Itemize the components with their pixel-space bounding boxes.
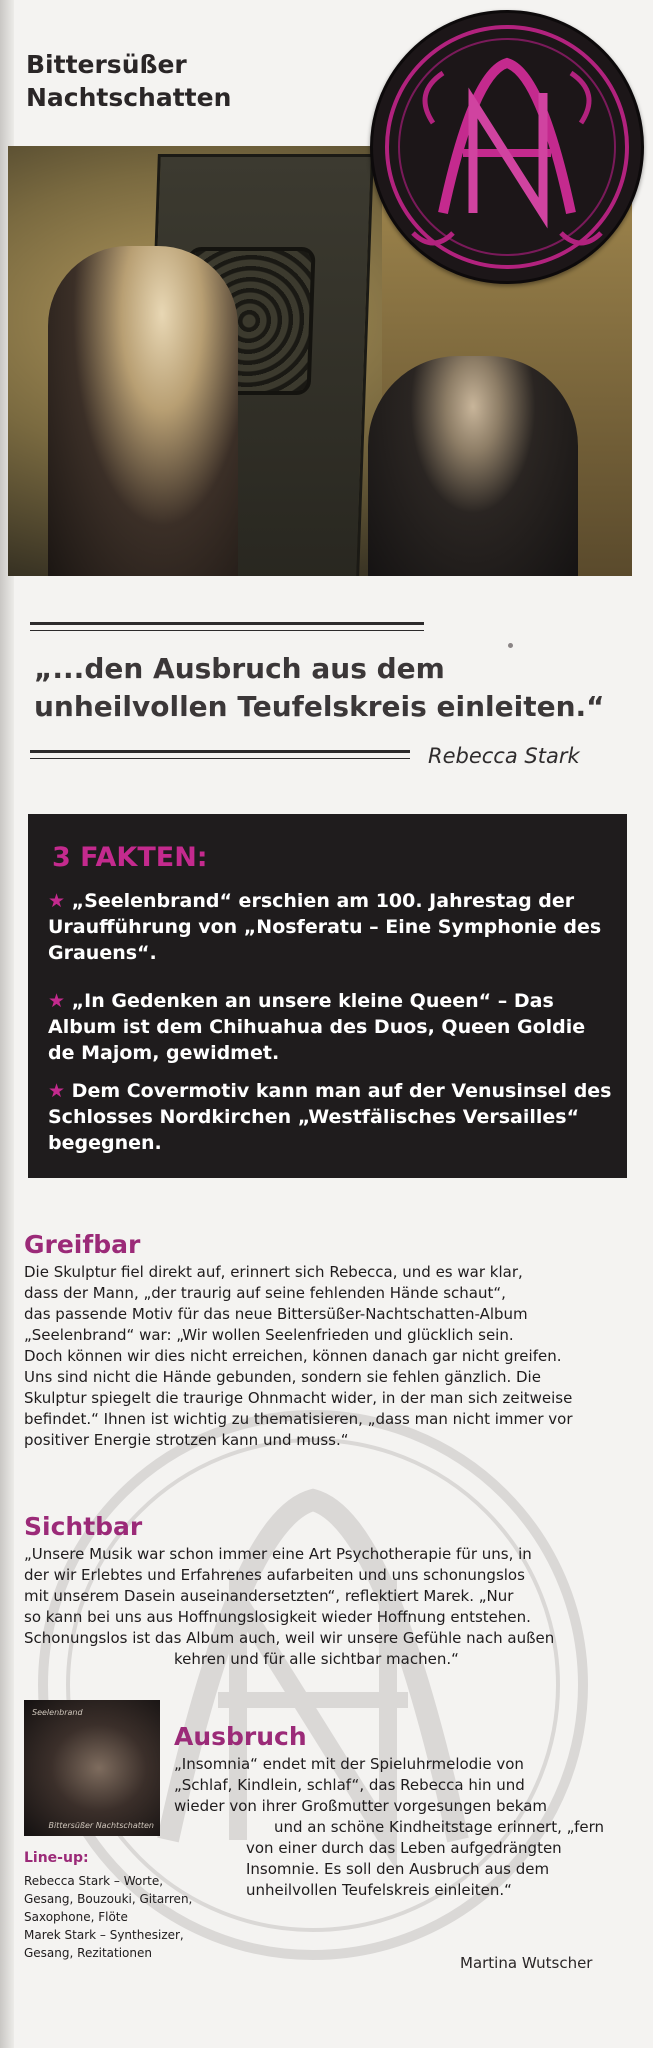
fact-1	[48, 888, 601, 966]
pull-quote-line-2: unheilvollen Teufelskreis einleiten.“	[34, 690, 605, 723]
star-icon: ★	[48, 990, 66, 1012]
fact-3-line-3: begegnen.	[48, 1132, 162, 1154]
facts-title: 3 FAKTEN:	[52, 842, 208, 873]
lineup-line: Marek Stark – Synthesizer,	[24, 1928, 184, 1942]
quote-rule-top	[30, 622, 424, 625]
lineup-line: Gesang, Rezitationen	[24, 1946, 152, 1960]
text-line: wieder von ihrer Großmutter vorgesungen bekam	[174, 1797, 548, 1815]
fact-2-line-2: Album ist dem Chihuahua des Duos, Queen Goldie	[48, 1016, 586, 1038]
lineup-list	[24, 1872, 192, 1962]
fact-3-line-1: Dem Covermotiv kann man auf der Venusinsel des	[71, 1080, 612, 1102]
lineup-line: Saxophone, Flöte	[24, 1910, 128, 1924]
text-line: „Insomnia“ endet mit der Spieluhrmelodie von	[174, 1755, 524, 1773]
text-line: positiver Energie strotzen kann und muss.“	[24, 1431, 349, 1449]
photo-man	[368, 356, 578, 576]
quote-rule-bottom	[30, 750, 410, 753]
fact-2-line-1: „In Gedenken an unsere kleine Queen“ – Das	[71, 990, 554, 1012]
fact-1-line-2: Uraufführung von „Nosferatu – Eine Symphonie des	[48, 916, 602, 938]
quote-rule-top-thin	[30, 630, 424, 631]
star-icon: ★	[48, 1080, 66, 1102]
section-heading-greifbar: Greifbar	[24, 1230, 141, 1259]
lineup-title: Line-up:	[24, 1850, 89, 1866]
text-line: unheilvollen Teufelskreis einleiten.“	[246, 1881, 512, 1899]
dot	[508, 643, 513, 648]
text-line: Insomnie. Es soll den Ausbruch aus dem	[246, 1860, 550, 1878]
text-line: „Seelenbrand“ war: „Wir wollen Seelenfrieden und glücklich sein.	[24, 1326, 514, 1344]
pull-quote-line-1: „...den Ausbruch aus dem	[34, 652, 445, 685]
fact-1-line-1: „Seelenbrand“ erschien am 100. Jahrestag der	[71, 890, 575, 912]
article-author: Martina Wutscher	[460, 1954, 593, 1972]
facts-box	[28, 814, 627, 1178]
text-line: Schonungslos ist das Album auch, weil wir unsere Gefühle nach außen	[24, 1629, 555, 1647]
fact-3	[48, 1078, 611, 1156]
band-name-line-2: Nachtschatten	[26, 83, 232, 112]
photo-woman	[48, 246, 238, 576]
section-heading-ausbruch: Ausbruch	[174, 1722, 307, 1751]
text-line: Die Skulptur fiel direkt auf, erinnert sich Rebecca, und es war klar,	[24, 1263, 523, 1281]
text-line: und an schöne Kindheitstage erinnert, „fern	[274, 1818, 605, 1836]
fact-3-line-2: Schlosses Nordkirchen „Westfälisches Versailles“	[48, 1106, 580, 1128]
section-heading-sichtbar: Sichtbar	[24, 1512, 143, 1541]
band-name-line-1: Bittersüßer	[26, 50, 187, 79]
text-line: Doch können wir dies nicht erreichen, können danach gar nicht greifen.	[24, 1347, 562, 1365]
text-line: kehren und für alle sichtbar machen.“	[174, 1650, 459, 1668]
text-line: dass der Mann, „der traurig auf seine fehlenden Hände schaut“,	[24, 1284, 506, 1302]
section-body-greifbar	[24, 1262, 573, 1451]
text-line: „Unsere Musik war schon immer eine Art Psychotherapie für uns, in	[24, 1545, 532, 1563]
section-body-ausbruch	[174, 1754, 604, 1901]
fact-2	[48, 988, 585, 1066]
quote-author: Rebecca Stark	[428, 744, 580, 768]
section-body-sichtbar	[24, 1544, 554, 1670]
text-line: mit unserem Dasein auseinandersetzten“, reflektiert Marek. „Nur	[24, 1587, 514, 1605]
band-name	[26, 48, 231, 114]
album-cover-title: Seelenbrand	[32, 1708, 83, 1717]
pull-quote	[34, 650, 605, 726]
fact-1-line-3: Grauens“.	[48, 942, 157, 964]
text-line: von einer durch das Leben aufgedrängten	[246, 1839, 562, 1857]
text-line: so kann bei uns aus Hoffnungslosigkeit wieder Hoffnung entstehen.	[24, 1608, 531, 1626]
text-line: das passende Motiv für das neue Bittersüßer-Nachtschatten-Album	[24, 1305, 528, 1323]
text-line: Uns sind nicht die Hände gebunden, sondern sie fehlen gänzlich. Die	[24, 1368, 541, 1386]
monogram-logo-icon	[370, 10, 644, 284]
text-line: Skulptur spiegelt die traurige Ohnmacht wider, in der man sich zeitweise	[24, 1389, 573, 1407]
lineup-line: Rebecca Stark – Worte,	[24, 1874, 164, 1888]
text-line: befindet.“ Ihnen ist wichtig zu thematisieren, „dass man nicht immer vor	[24, 1410, 573, 1428]
quote-rule-bottom-thin	[30, 758, 410, 759]
lineup-line: Gesang, Bouzouki, Gitarren,	[24, 1892, 193, 1906]
star-icon: ★	[48, 890, 66, 912]
text-line: „Schlaf, Kindlein, schlaf“, das Rebecca hin und	[174, 1776, 525, 1794]
album-cover-subtitle: Bittersüßer Nachtschatten	[48, 1821, 154, 1830]
text-line: der wir Erlebtes und Erfahrenes aufarbeiten und uns schonungslos	[24, 1566, 525, 1584]
fact-2-line-3: de Majom, gewidmet.	[48, 1042, 280, 1064]
album-cover-image	[24, 1700, 160, 1836]
